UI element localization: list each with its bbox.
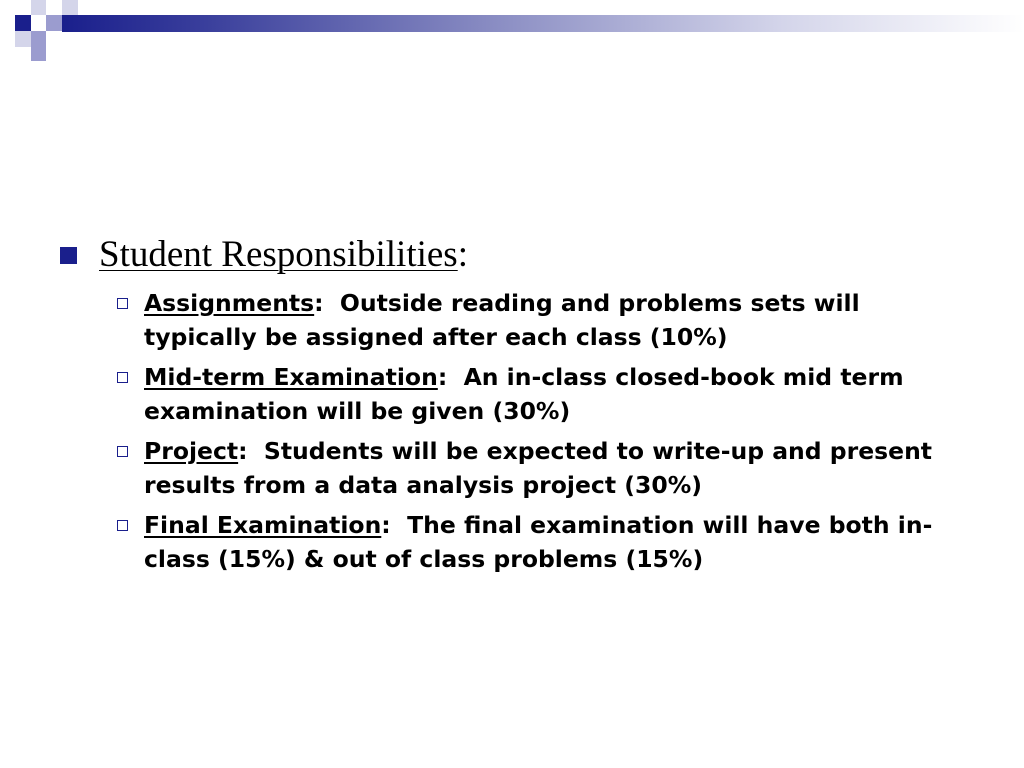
slide-content <box>60 230 980 582</box>
item-term: Assignments <box>144 289 315 317</box>
item-term: Mid-term Examination <box>144 363 438 391</box>
responsibility-list <box>60 286 980 576</box>
section-heading <box>99 230 468 280</box>
header-square <box>31 31 46 46</box>
item-description: An in-class closed-book mid term examination will be given (30%) <box>144 363 904 425</box>
header-square <box>15 31 31 47</box>
list-item-text <box>144 434 944 502</box>
heading-text: Student Responsibilities <box>99 234 458 275</box>
item-sep: : <box>381 511 408 539</box>
filled-square-bullet-icon <box>60 247 77 264</box>
header-square <box>31 46 46 61</box>
heading-suffix: : <box>457 234 468 275</box>
hollow-square-bullet-icon <box>117 446 128 457</box>
item-sep: : <box>437 363 464 391</box>
list-item <box>117 508 980 576</box>
header-gradient-bar <box>62 15 1024 32</box>
list-item <box>117 360 980 428</box>
item-sep: : <box>238 437 264 465</box>
header-square <box>46 0 62 15</box>
decorative-header <box>0 0 1024 62</box>
list-item-text <box>144 508 944 576</box>
list-item <box>117 286 980 354</box>
list-item <box>117 434 980 502</box>
hollow-square-bullet-icon <box>117 298 128 309</box>
item-term: Project <box>144 437 239 465</box>
main-bullet-item <box>60 230 980 280</box>
hollow-square-bullet-icon <box>117 520 128 531</box>
list-item-text <box>144 286 944 354</box>
hollow-square-bullet-icon <box>117 372 128 383</box>
list-item-text <box>144 360 944 428</box>
item-description: The final examination will have both in-class (15%) & out of class problems (15%) <box>144 511 933 573</box>
header-square <box>46 15 62 31</box>
header-square <box>62 0 78 15</box>
item-sep: : <box>314 289 340 317</box>
item-description: Outside reading and problems sets will typically be assigned after each class (10%) <box>144 289 860 351</box>
item-description: Students will be expected to write-up and present results from a data analysis project (30%) <box>144 437 933 499</box>
header-square <box>15 15 31 31</box>
item-term: Final Examination <box>144 511 382 539</box>
header-square <box>31 0 46 15</box>
